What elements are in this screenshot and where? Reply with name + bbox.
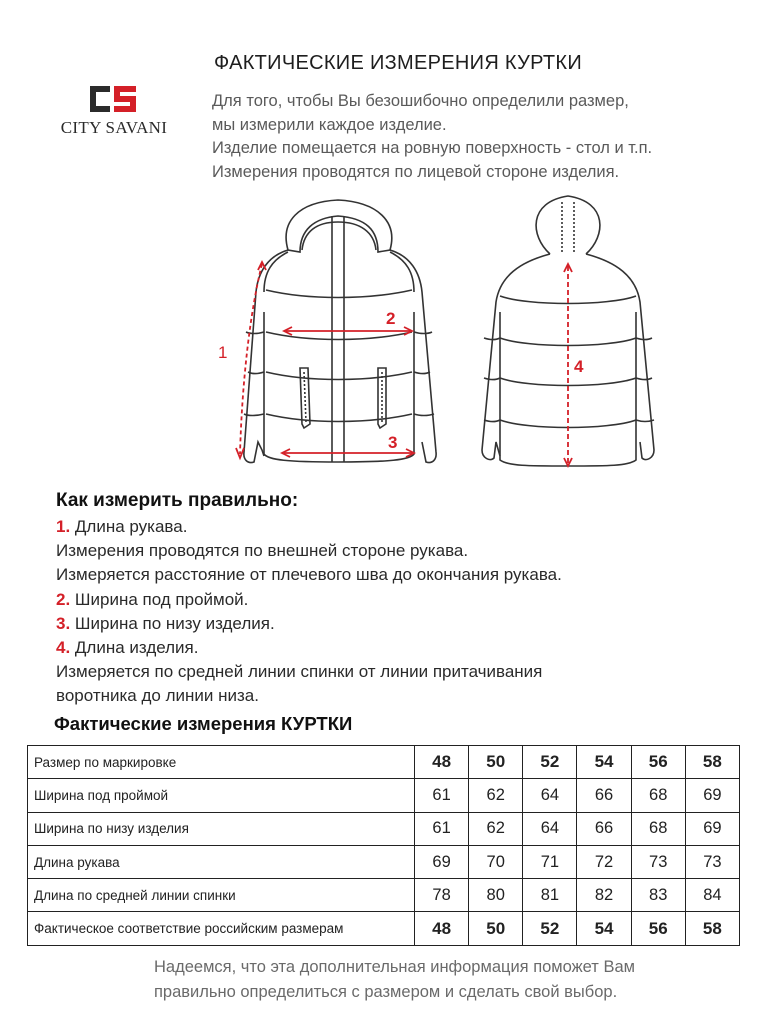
size-value-cell: 52 bbox=[523, 746, 577, 779]
size-value-cell: 62 bbox=[469, 779, 523, 812]
intro-line: Измерения проводятся по лицевой стороне изделия. bbox=[212, 162, 620, 181]
table-row bbox=[28, 779, 740, 812]
size-value-cell: 50 bbox=[469, 912, 523, 945]
footer-note bbox=[154, 955, 635, 1005]
size-value-cell: 68 bbox=[631, 779, 685, 812]
howto-item-length bbox=[56, 636, 736, 660]
size-value-cell: 70 bbox=[469, 845, 523, 878]
howto-text: Длина изделия. bbox=[70, 638, 199, 658]
marker-1: 1 bbox=[218, 343, 228, 362]
howto-text: Ширина по низу изделия. bbox=[70, 613, 275, 633]
size-value-cell: 66 bbox=[577, 779, 631, 812]
table-row bbox=[28, 879, 740, 912]
size-value-cell: 81 bbox=[523, 879, 577, 912]
size-value-cell: 54 bbox=[577, 746, 631, 779]
howto-note: Измеряется расстояние от плечевого шва до окончания рукава. bbox=[56, 565, 562, 585]
size-value-cell: 58 bbox=[685, 912, 739, 945]
howto-note: Измеряется по средней линии спинки от линии притачивания bbox=[56, 662, 543, 682]
table-row bbox=[28, 912, 740, 945]
howto-list bbox=[56, 515, 736, 709]
size-value-cell: 82 bbox=[577, 879, 631, 912]
size-table bbox=[27, 745, 740, 946]
row-label: Ширина по низу изделия bbox=[28, 812, 415, 845]
jacket-measurement-diagram bbox=[218, 192, 668, 474]
table-title: Фактические измерения КУРТКИ bbox=[54, 713, 353, 734]
size-value-cell: 56 bbox=[631, 746, 685, 779]
size-value-cell: 69 bbox=[415, 845, 469, 878]
footer-line: правильно определиться с размером и сделать свой выбор. bbox=[154, 983, 618, 1001]
intro-line: Изделие помещается на ровную поверхность - стол и т.п. bbox=[212, 139, 653, 157]
howto-num: 4. bbox=[56, 638, 71, 658]
howto-item-sleeve bbox=[56, 515, 736, 539]
size-value-cell: 62 bbox=[469, 812, 523, 845]
intro-text bbox=[212, 90, 752, 184]
size-value-cell: 56 bbox=[631, 912, 685, 945]
size-value-cell: 61 bbox=[415, 812, 469, 845]
marker-3: 3 bbox=[388, 433, 398, 452]
size-value-cell: 50 bbox=[469, 746, 523, 779]
size-value-cell: 48 bbox=[415, 746, 469, 779]
size-value-cell: 48 bbox=[415, 912, 469, 945]
size-value-cell: 73 bbox=[685, 845, 739, 878]
howto-num: 2. bbox=[56, 589, 71, 609]
measurement-arrows bbox=[236, 262, 572, 466]
page-title: ФАКТИЧЕСКИЕ ИЗМЕРЕНИЯ КУРТКИ bbox=[214, 52, 582, 74]
howto-item-hem bbox=[56, 612, 736, 636]
row-label: Длина по средней линии спинки bbox=[28, 879, 415, 912]
size-value-cell: 80 bbox=[469, 879, 523, 912]
howto-note: Измерения проводятся по внешней стороне рукава. bbox=[56, 541, 469, 561]
intro-line: мы измерили каждое изделие. bbox=[212, 115, 447, 134]
howto-note: воротника до линии низа. bbox=[56, 686, 259, 706]
size-value-cell: 73 bbox=[631, 845, 685, 878]
howto-text: Длина рукава. bbox=[70, 517, 188, 536]
row-label: Фактическое соответствие российским размерам bbox=[28, 912, 415, 945]
row-label: Размер по маркировке bbox=[28, 746, 415, 779]
table-row bbox=[28, 845, 740, 878]
howto-item-armhole bbox=[56, 588, 736, 612]
size-value-cell: 68 bbox=[631, 812, 685, 845]
size-value-cell: 69 bbox=[685, 779, 739, 812]
size-value-cell: 66 bbox=[577, 812, 631, 845]
table-row bbox=[28, 746, 740, 779]
size-value-cell: 64 bbox=[523, 812, 577, 845]
brand-logo bbox=[48, 84, 178, 136]
brand-name: CITY SAVANI bbox=[60, 118, 168, 137]
size-value-cell: 72 bbox=[577, 845, 631, 878]
size-value-cell: 64 bbox=[523, 779, 577, 812]
howto-num: 1. bbox=[56, 517, 71, 536]
howto-text: Ширина под проймой. bbox=[70, 589, 249, 609]
marker-2: 2 bbox=[386, 309, 396, 328]
row-label: Ширина под проймой bbox=[28, 779, 415, 812]
size-value-cell: 61 bbox=[415, 779, 469, 812]
size-value-cell: 83 bbox=[631, 879, 685, 912]
size-value-cell: 69 bbox=[685, 812, 739, 845]
size-value-cell: 71 bbox=[523, 845, 577, 878]
marker-4: 4 bbox=[574, 357, 584, 376]
size-value-cell: 52 bbox=[523, 912, 577, 945]
size-value-cell: 78 bbox=[415, 879, 469, 912]
intro-line: Для того, чтобы Вы безошибочно определили размер, bbox=[212, 92, 629, 110]
footer-line: Надеемся, что эта дополнительная информация поможет Вам bbox=[154, 958, 635, 976]
city-savani-logo-mark bbox=[88, 84, 138, 114]
size-value-cell: 84 bbox=[685, 879, 739, 912]
table-row bbox=[28, 812, 740, 845]
row-label: Длина рукава bbox=[28, 845, 415, 878]
howto-num: 3. bbox=[56, 613, 71, 633]
size-value-cell: 58 bbox=[685, 746, 739, 779]
howto-title: Как измерить правильно: bbox=[56, 490, 299, 511]
size-value-cell: 54 bbox=[577, 912, 631, 945]
